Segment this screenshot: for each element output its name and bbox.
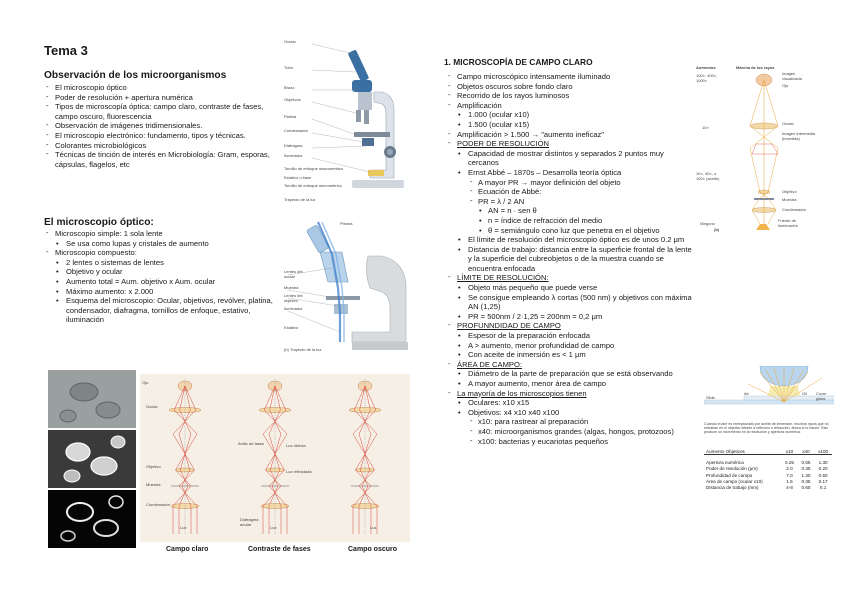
list-item: • PR = 500nm / 2·1,25 = 200nm = 0,2 μm (446, 312, 694, 322)
list-item: • Ernst Abbé – 1870s – Desarrolla teoría óptica (446, 168, 694, 178)
list-item: - Ecuación de Abbé: (446, 187, 694, 197)
label-ocular: Ocular (284, 39, 296, 44)
label-objetivos: Objetivos (284, 97, 301, 102)
label-cover-glass: Cover glass (816, 391, 827, 401)
list-item: - Poder de resolución + apertura numérica (44, 93, 276, 103)
table-cell: Profundidad de campo (706, 472, 753, 478)
list-item: - x40: microorganismos grandes (algas, hongos, protozoos) (446, 427, 694, 437)
label-diafragma-anular: Diafragma anular (240, 517, 259, 527)
table-cell: 1.30 (818, 460, 828, 466)
list-item: - La mayoría de los microscopios tienen (446, 389, 694, 399)
label-imagen-visualizada: Imagen visualizada (782, 71, 802, 81)
list-item: • n = índice de refracción del medio (446, 216, 694, 226)
section-heading-observacion: Observación de los microorganismos (44, 70, 227, 81)
table-cell: Área de campo (ocular x10) (706, 478, 763, 484)
campo-claro-list (446, 72, 694, 446)
list-item: • Esquema del microscopio: Ocular, objetivos, revólver, platina, condensador, diafragma, tornillos de enfoque, estativo, iluminación (44, 296, 276, 325)
list-item: - A mayor PR → mayor definición del objeto (446, 178, 694, 188)
list-item: - x10: para rastrear al preparación (446, 417, 694, 427)
label-luz-2: Luz (270, 525, 277, 530)
list-item: - Microscopio simple: 1 sola lente (44, 229, 276, 239)
label-slide: Slide (706, 395, 715, 400)
section-heading-campo-claro: 1. MICROSCOPÍA DE CAMPO CLARO (444, 57, 593, 67)
label-aumentos-3: 10×, 40×, o 100× (aceite) (696, 171, 720, 181)
table-cell: 4-8 (786, 485, 793, 491)
label-lentes-objetivo: Lentes del objetivo (284, 293, 303, 303)
list-item: - Objetos oscuros sobre fondo claro (446, 82, 694, 92)
label-luz-directa: Luz directa (286, 443, 306, 448)
label-muestra-right: Muestra (782, 197, 797, 202)
list-item: • Distancia de trabajo: distancia entre la superficie frontal de la lente y la superficie del cubreobjetos o de la muestra cuando se encuentra enfocada (446, 245, 694, 274)
list-item: • El límite de resolución del microscopio óptico es de unos 0.2 μm (446, 235, 694, 245)
list-item: - LÍMITE DE RESOLUCIÓN: (446, 273, 694, 283)
label-platina: Platina (284, 114, 297, 119)
list-item: • 1.500 (ocular x15) (446, 120, 694, 130)
label-anillo-fases: Anillo de fases (238, 441, 265, 446)
label-imagen-intermedia: Imagen intermedia (invertida) (782, 131, 816, 141)
list-item: • Capacidad de mostrar distintos y separados 2 puntos muy cercanos (446, 149, 694, 168)
list-item: - Amplificación (446, 101, 694, 111)
label-ojo: Ojo (142, 380, 149, 385)
page-title: Tema 3 (44, 43, 88, 58)
label-brazo: Brazo (284, 85, 295, 90)
label-fuente-iluminacion: Fuente de iluminación (778, 218, 799, 228)
caption-contraste-fases: Contraste de fases (248, 546, 311, 553)
label-micrometrico: Tornillo de enfoque micrométrico (284, 183, 342, 188)
ray-path-figure (694, 62, 832, 238)
table-cell: 0.35 (801, 478, 811, 484)
label-aumentos-1: 100×, 400×, 1000× (696, 73, 718, 83)
caption-campo-oscuro: Campo oscuro (348, 546, 398, 553)
table-header-cell: x100 (814, 448, 832, 455)
list-item: - Microscopio compuesto: (44, 248, 276, 258)
label-iluminador: Iluminador (284, 153, 303, 158)
table-cell: 2.0 (786, 466, 793, 472)
microscopy-ray-diagrams (140, 374, 410, 542)
table-cell: 0.1 (819, 485, 827, 491)
list-item: • 2 lentes o sistemas de lentes (44, 258, 276, 268)
list-item: • Oculares: x10 x15 (446, 398, 694, 408)
list-item: • Objetivos: x4 x10 x40 x100 (446, 408, 694, 418)
observacion-list (44, 83, 276, 169)
list-item: - Recorrido de los rayos luminosos (446, 91, 694, 101)
list-item: • θ = semiángulo cono luz que penetra en el objetivo (446, 226, 694, 236)
label-ocular-diag: Ocular (146, 404, 158, 409)
label-trayecto-b: (b) Trayecto de la luz (284, 347, 322, 352)
label-trayecto-luz: Trayecto de la luz (284, 197, 316, 202)
list-item: - PODER DE RESOLUCIÓN (446, 139, 694, 149)
list-item: - x100: bacterias y eucariotas pequeños (446, 437, 694, 447)
label-aumentos: Aumentos (696, 65, 716, 70)
table-cell: 0.25 (785, 460, 794, 466)
label-objetivo-right: Objetivo (782, 189, 797, 194)
oil-immersion-figure (704, 366, 834, 446)
list-item: • Con aceite de inmersión es < 1 μm (446, 350, 694, 360)
caption-campo-claro: Campo claro (166, 546, 209, 553)
table-cell: 0.20 (818, 466, 828, 472)
list-item: • Objetivo y ocular (44, 267, 276, 277)
table-header-row (704, 448, 832, 455)
list-item: - El microscopio óptico (44, 83, 276, 93)
label-prisma: Prisma (340, 221, 353, 226)
label-air: Air (744, 391, 749, 396)
label-objetivo-diag: Objetivo (146, 464, 161, 469)
label-lentes-ocular: Lentes del ocular (284, 269, 303, 279)
label-diafragma: Diafragma (284, 143, 303, 148)
table-cell: 0.65 (801, 460, 811, 466)
microscopy-types-panel (140, 374, 410, 542)
microscopio-list (44, 229, 276, 325)
list-item: • Se usa como lupas y cristales de aumento (44, 239, 276, 249)
section-heading-microscopio: El microscopio óptico: (44, 217, 154, 228)
table-header-cell: x40 (798, 448, 814, 455)
list-item: • Objeto más pequeño que puede verse (446, 283, 694, 293)
table-cell: 0.60 (801, 485, 811, 491)
table-cell: 0.50 (818, 472, 828, 478)
table-cell: 0.17 (818, 478, 828, 484)
list-item: • Aumento total = Aum. objetivo x Aum. ocular (44, 277, 276, 287)
micrograph-strip (48, 370, 136, 548)
table-row (704, 484, 832, 490)
list-item: • Máximo aumento: x 2.000 (44, 287, 276, 297)
list-item: - ÁREA DE CAMPO: (446, 360, 694, 370)
label-tubo: Tubo (284, 65, 293, 70)
label-muestra-diag: Muestra (146, 482, 161, 487)
list-item: • A mayor aumento, menor área de campo (446, 379, 694, 389)
table-cell: Poder de resolución (μm) (706, 466, 758, 472)
list-item: - Observación de imágenes tridimensionales. (44, 121, 276, 131)
label-luz-1: Luz (180, 525, 187, 530)
table-header-cell: x10 (781, 448, 797, 455)
label-estativo-2: Estativo (284, 325, 299, 330)
list-item: - Tipos de microscopía óptica: campo claro, contraste de fases, campo oscuro, fluorescencia (44, 102, 276, 121)
table-cell: 0.35 (801, 466, 811, 472)
table-cell: 1.5 (786, 478, 793, 484)
table-header-cell: Aumento Objetivos (704, 448, 781, 455)
label-marcha-rayos: Marcha de los rayos (736, 65, 775, 70)
list-item: - PR = λ / 2 AN (446, 197, 694, 207)
label-condensador-diag: Condensador (146, 502, 171, 507)
label-ocular-right: Ocular (782, 121, 794, 126)
list-item: • Diámetro de la parte de preparación que se está observando (446, 369, 694, 379)
list-item: • Se consigue empleando λ cortas (500 nm) y objetivos con máxima AN (1,25) (446, 293, 694, 312)
label-aumentos-2: 10× (702, 125, 709, 130)
list-item: - Campo microscópico intensamente iluminado (446, 72, 694, 82)
list-item: - Colorantes microbiológicos (44, 141, 276, 151)
light-path-figure (282, 192, 410, 356)
label-condensador: Condensador (284, 128, 309, 133)
oil-immersion-illustration (704, 366, 834, 414)
list-item: • Espesor de la preparación enfocada (446, 331, 694, 341)
microscope-figure (282, 40, 406, 190)
label-muestra: Muestra (284, 285, 299, 290)
table-cell: 1.30 (801, 472, 811, 478)
label-condensador-right: Condensador (782, 207, 807, 212)
label-luz-refractada: Luz refractada (286, 469, 312, 474)
ray-path-illustration (694, 62, 832, 238)
list-item: • AN = n · sen θ (446, 206, 694, 216)
label-estativo: Estativo o base (284, 175, 312, 180)
oil-immersion-note: Cuando el aire es reemplazado por aceite de inmersión, muchos rayos que no entraban en el objetivo debido a reflexión o refracción, ahora sí lo hacen. Esto produce un incremento en la resolución y apertura numérica. (704, 422, 829, 435)
label-b: (b) (714, 227, 720, 232)
label-ojo-right: Ojo (782, 83, 789, 88)
list-item: - Técnicas de tinción de interés en Microbiología: Gram, esporas, cápsulas, flagelos, etc (44, 150, 276, 169)
label-luz-3: Luz (370, 525, 377, 530)
label-aumentos-4: Ninguno (700, 221, 715, 226)
table-cell: Distancia de trabajo (mm) (706, 485, 759, 491)
list-item: • A > aumento, menor profundidad de campo (446, 341, 694, 351)
objectives-table (704, 448, 832, 491)
list-item: - PROFUNNDIDAD DE CAMPO (446, 321, 694, 331)
label-oil: Oil (802, 391, 807, 396)
label-macrometrico: Tornillo de enfoque macrométrico (284, 166, 344, 171)
micrograph-images (48, 370, 136, 548)
list-item: - Amplificación > 1.500 → "aumento ineficaz" (446, 130, 694, 140)
label-iluminador-2: Iluminador (284, 306, 303, 311)
list-item: - El microscopio electrónico: fundamento, tipos y técnicas. (44, 131, 276, 141)
list-item: • 1.000 (ocular x10) (446, 110, 694, 120)
table-cell: 7.0 (786, 472, 793, 478)
table-cell: Apertura numérica (706, 460, 744, 466)
